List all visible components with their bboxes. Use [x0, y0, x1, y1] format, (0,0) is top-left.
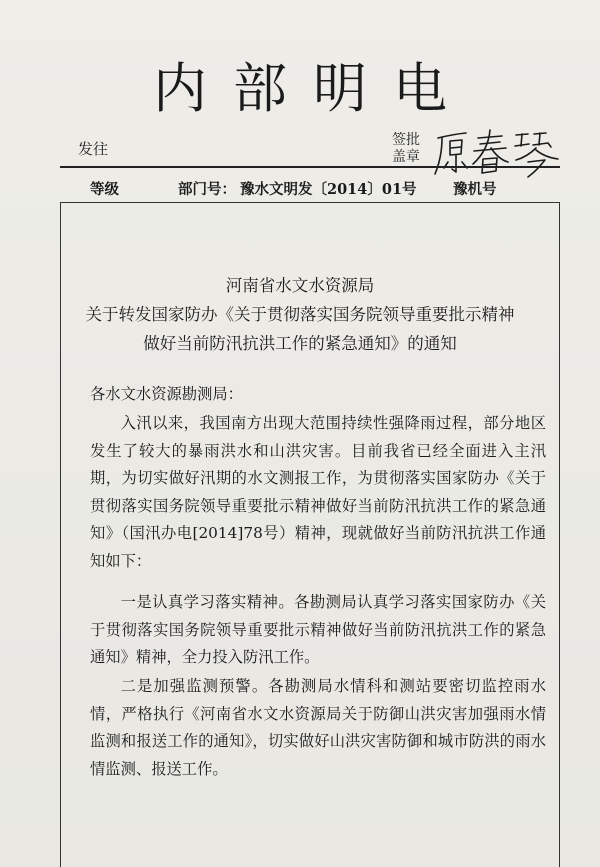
- sign-label-approve: 签批: [392, 132, 420, 148]
- sign-stamp-label: [392, 132, 424, 166]
- cipher-number-label: 豫机号: [453, 181, 497, 198]
- subject-line-2: 做好当前防汛抗洪工作的紧急通知》的通知: [143, 334, 457, 353]
- dept-number-label: 部门号：: [178, 181, 236, 198]
- addressee: 各水文水资源勘测局：: [90, 385, 243, 403]
- header-top-rule: [60, 166, 560, 168]
- document-title: 内部明电: [153, 57, 473, 120]
- dept-number-value: 豫水文明发〔2014〕01号: [240, 181, 417, 198]
- paragraph-point-2: 二是加强监测预警。各勘测局水情科和测站要密切监控雨水情，严格执行《河南省水文水资源局关于防御山洪灾害加强雨水情监测和报送工作的通知》，切实做好山洪灾害防御和城市防洪的雨水情监测、报送工作。: [90, 677, 546, 778]
- grade-label: 等级: [90, 181, 119, 198]
- paragraph-point-1: 一是认真学习落实精神。各勘测局认真学习落实国家防办《关于贯彻落实国务院领导重要批示精神做好当前防汛抗洪工作的紧急通知》精神，全力投入防汛工作。: [90, 593, 546, 666]
- recipient-label: 发往: [78, 140, 109, 158]
- paragraph-intro: 入汛以来，我国南方出现大范围持续性强降雨过程，部分地区发生了较大的暴雨洪水和山洪灾害。目前我省已经全面进入主汛期，为切实做好汛期的水文测报工作，为贯彻落实国家防办《关于贯彻落实国务院领导重要批示精神做好当前防汛抗洪工作的紧急通知》（国汛办电[2014]78号）精神，现就做好当前防汛抗洪工作通知如下：: [90, 414, 546, 570]
- issuer-heading: 河南省水文水资源局: [225, 276, 375, 295]
- sign-label-stamp: 盖章: [392, 149, 420, 165]
- handwritten-signature: [432, 124, 562, 180]
- subject-line-1: 关于转发国家防办《关于贯彻落实国务院领导重要批示精神: [85, 305, 515, 324]
